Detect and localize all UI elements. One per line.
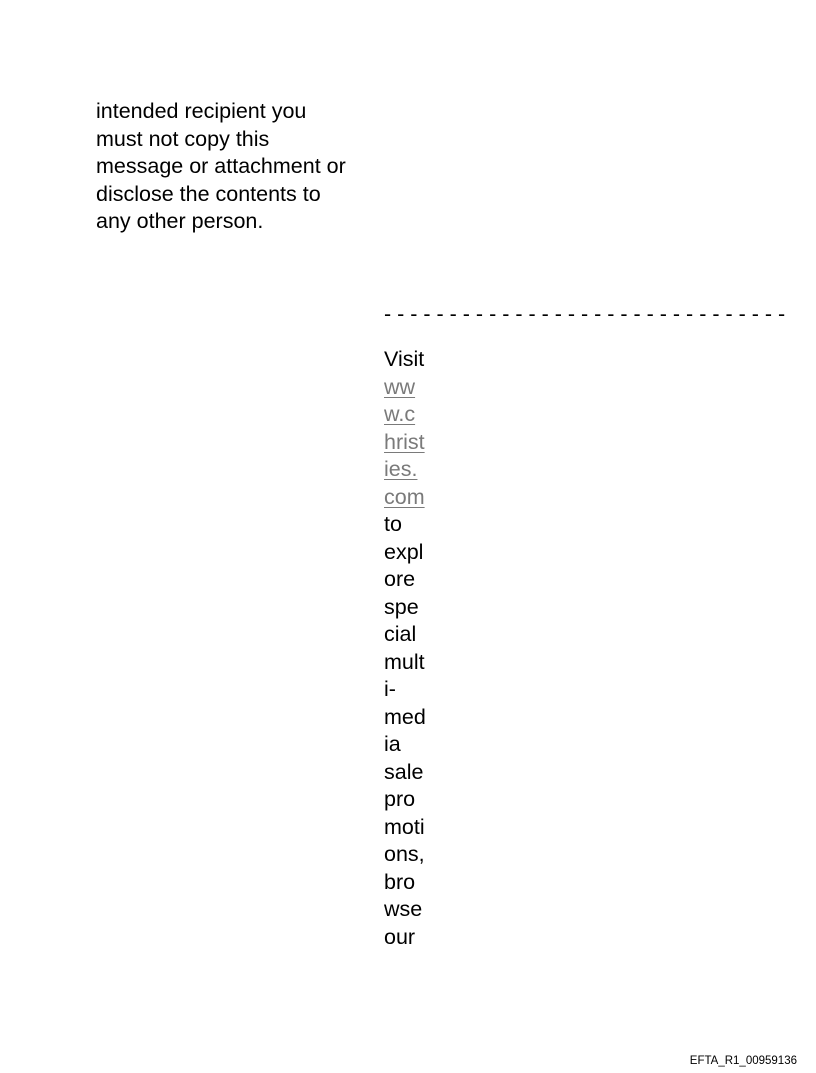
column-line: spe	[384, 594, 419, 619]
column-line: i-	[384, 677, 396, 701]
column-line: our	[384, 924, 416, 949]
column-line: ons,	[384, 842, 425, 866]
column-line: moti	[384, 814, 425, 839]
disclaimer-line: disclose the contents to	[96, 181, 321, 206]
column-line: wse	[384, 897, 423, 921]
column-line: Visit	[384, 347, 425, 371]
disclaimer-line: must not copy this	[96, 126, 270, 151]
column-line: pro	[384, 787, 416, 811]
column-line: ia	[384, 732, 401, 756]
narrow-text-column	[384, 346, 444, 951]
column-line: med	[384, 704, 426, 729]
disclaimer-line: any other person.	[96, 209, 264, 233]
column-line: expl	[384, 539, 424, 564]
christies-link[interactable]: ww	[384, 374, 416, 399]
column-line: to	[384, 512, 402, 536]
christies-link[interactable]: w.c	[384, 402, 416, 426]
column-line: mult	[384, 649, 425, 674]
christies-link[interactable]: ies.	[384, 457, 418, 481]
document-id: EFTA_R1_00959136	[689, 1055, 797, 1067]
column-line: ore	[384, 567, 416, 591]
disclaimer-line: message or attachment or	[96, 154, 346, 178]
column-line: bro	[384, 869, 416, 894]
disclaimer-text	[96, 98, 396, 236]
christies-link[interactable]: com	[384, 484, 425, 509]
dashed-separator: - - - - - - - - - - - - - - - - - - - - - - - - - - - - - - -	[384, 302, 786, 326]
disclaimer-line: intended recipient you	[96, 99, 307, 123]
column-line: cial	[384, 622, 417, 646]
christies-link[interactable]: hrist	[384, 429, 425, 454]
column-line: sale	[384, 759, 424, 784]
